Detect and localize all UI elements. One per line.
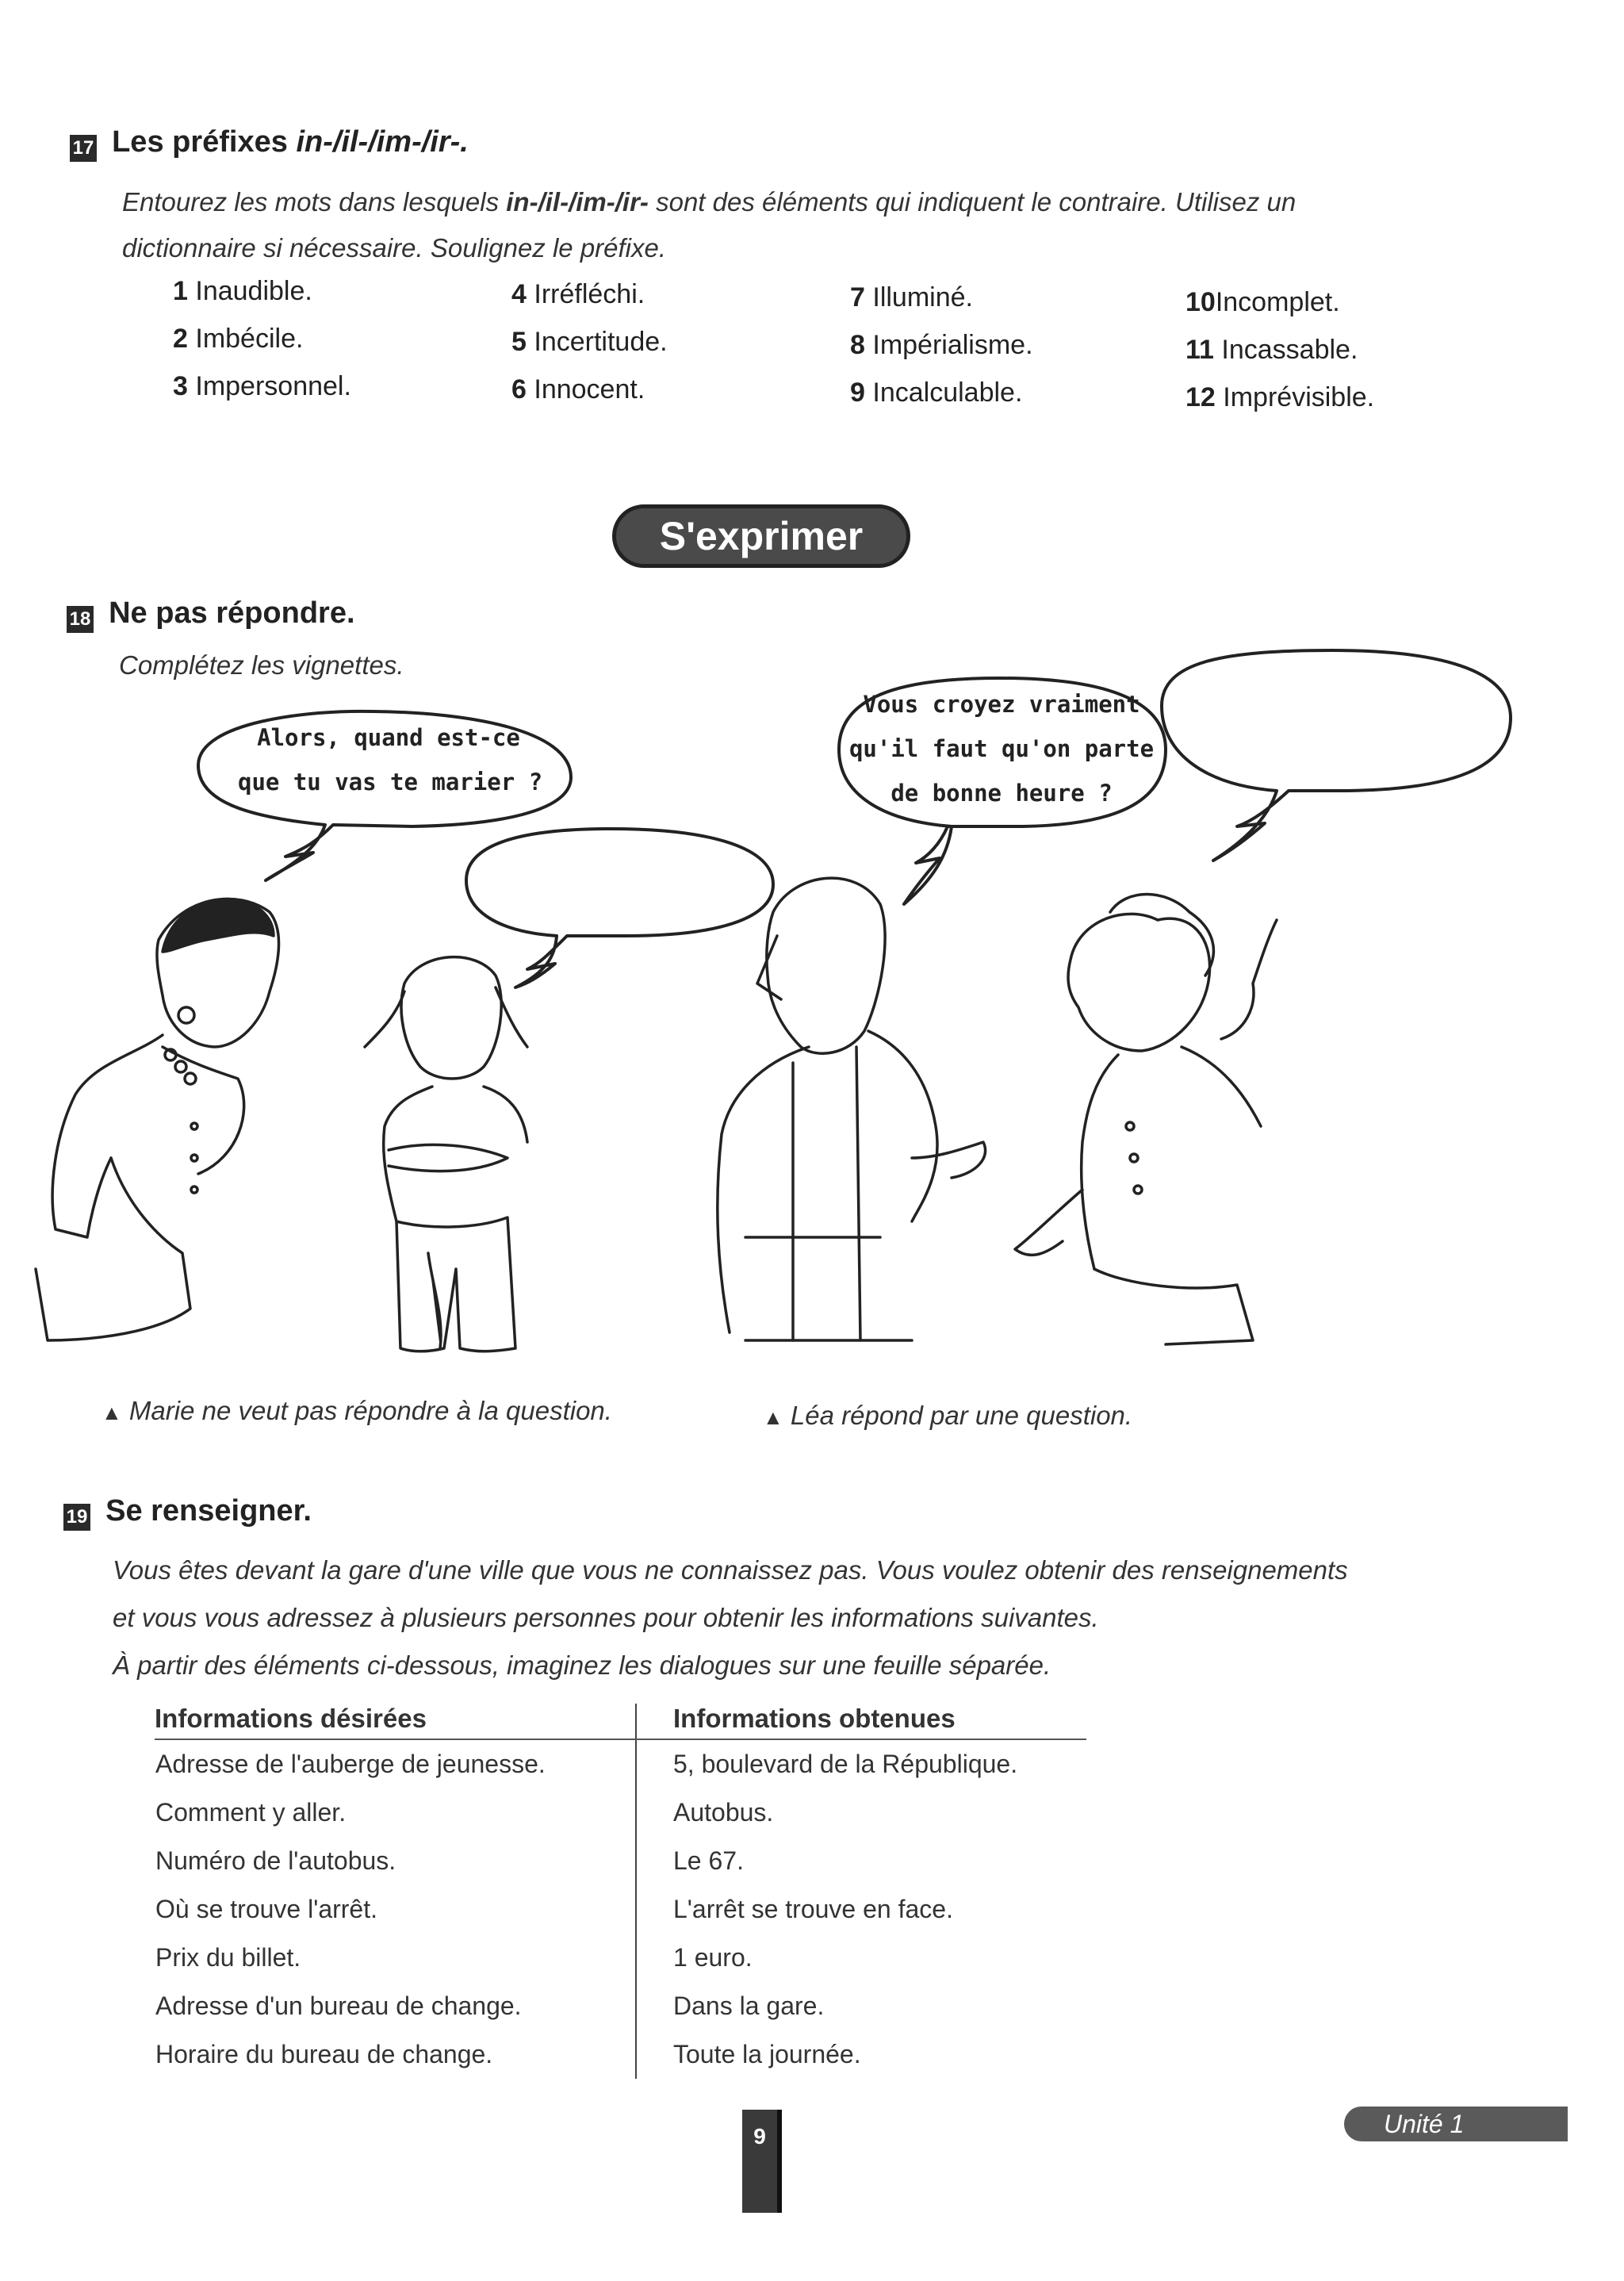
- list-item: 7 Illuminé.: [850, 282, 973, 312]
- title-text: Les préfixes: [112, 125, 297, 159]
- table-header-row: [155, 1704, 1086, 1739]
- column-header: Informations obtenues: [636, 1704, 1086, 1739]
- exercise-19-instruction: Vous êtes devant la gare d'une ville que vous ne connaissez pas. Vous voulez obtenir des renseignements et vous vous adressez à plusieurs personnes pour obtenir les informations suivantes. À partir des éléments ci-dessous, imaginez les dialogues sur une feuille séparée.: [113, 1555, 1348, 1680]
- unit-tab: Unité 1: [1344, 2107, 1568, 2141]
- table-row: Adresse d'un bureau de change. Dans la gare.: [155, 1982, 1086, 2030]
- exercise-number-badge: 18: [67, 606, 94, 633]
- exercise-17-instruction: Entourez les mots dans lesquels in-/il-/im-/ir- sont des éléments qui indiquent le contraire. Utilisez un dictionnaire si nécessaire. Soulignez le préfixe.: [122, 187, 1297, 263]
- table-row: Comment y aller. Autobus.: [155, 1788, 1086, 1837]
- speech-bubble-2-empty: [466, 829, 773, 987]
- section-banner: S'exprimer: [612, 504, 910, 568]
- information-table: [155, 1704, 1086, 2079]
- table-row: Où se trouve l'arrêt. L'arrêt se trouve en face.: [155, 1885, 1086, 1934]
- exercise-18-instruction: Complétez les vignettes.: [119, 650, 404, 680]
- list-item: 6 Innocent.: [511, 374, 645, 404]
- table-row: Horaire du bureau de change. Toute la journée.: [155, 2030, 1086, 2079]
- figure-man: [718, 878, 986, 1340]
- exercise-number-badge: 19: [63, 1504, 90, 1531]
- bubble-3-text: Vous croyez vraiment qu'il faut qu'on parte de bonne heure ?: [848, 691, 1155, 807]
- list-item: 10Incomplet.: [1185, 287, 1340, 317]
- figure-woman-left: [36, 899, 279, 1340]
- triangle-icon: ▲: [763, 1405, 783, 1429]
- list-item: 8 Impérialisme.: [850, 330, 1033, 360]
- caption-left: ▲ Marie ne veut pas répondre à la question.: [102, 1396, 612, 1425]
- column-header: Informations désirées: [155, 1704, 636, 1739]
- list-item: 2 Imbécile.: [173, 324, 304, 354]
- bubble-1-text: Alors, quand est-ce que tu vas te marier ?: [238, 724, 543, 795]
- page-number: 9: [742, 2110, 782, 2213]
- exercise-19-heading: [63, 1494, 312, 1531]
- triangle-icon: ▲: [102, 1401, 122, 1424]
- title-prefixes: in-/il-/im-/ir-.: [296, 125, 469, 159]
- table-row: Adresse de l'auberge de jeunesse. 5, boulevard de la République.: [155, 1739, 1086, 1788]
- exercise-number-badge: 17: [70, 135, 97, 162]
- caption-right: ▲ Léa répond par une question.: [763, 1401, 1133, 1430]
- speech-bubble-4-empty: [1162, 650, 1511, 861]
- list-item: 9 Incalculable.: [850, 378, 1023, 408]
- list-item: 4 Irréfléchi.: [511, 279, 645, 309]
- exercise-title: Ne pas répondre.: [109, 596, 355, 630]
- figure-woman-right: [1015, 895, 1277, 1345]
- list-item: 11 Incassable.: [1185, 335, 1358, 365]
- list-item: 3 Impersonnel.: [173, 371, 351, 401]
- list-item: 5 Incertitude.: [511, 327, 668, 357]
- figure-girl: [365, 957, 527, 1351]
- exercise-title: Se renseigner.: [105, 1494, 312, 1528]
- list-item: 1 Inaudible.: [173, 276, 312, 306]
- table-row: Numéro de l'autobus. Le 67.: [155, 1837, 1086, 1885]
- table-row: Prix du billet. 1 euro.: [155, 1934, 1086, 1982]
- list-item: 12 Imprévisible.: [1185, 382, 1375, 412]
